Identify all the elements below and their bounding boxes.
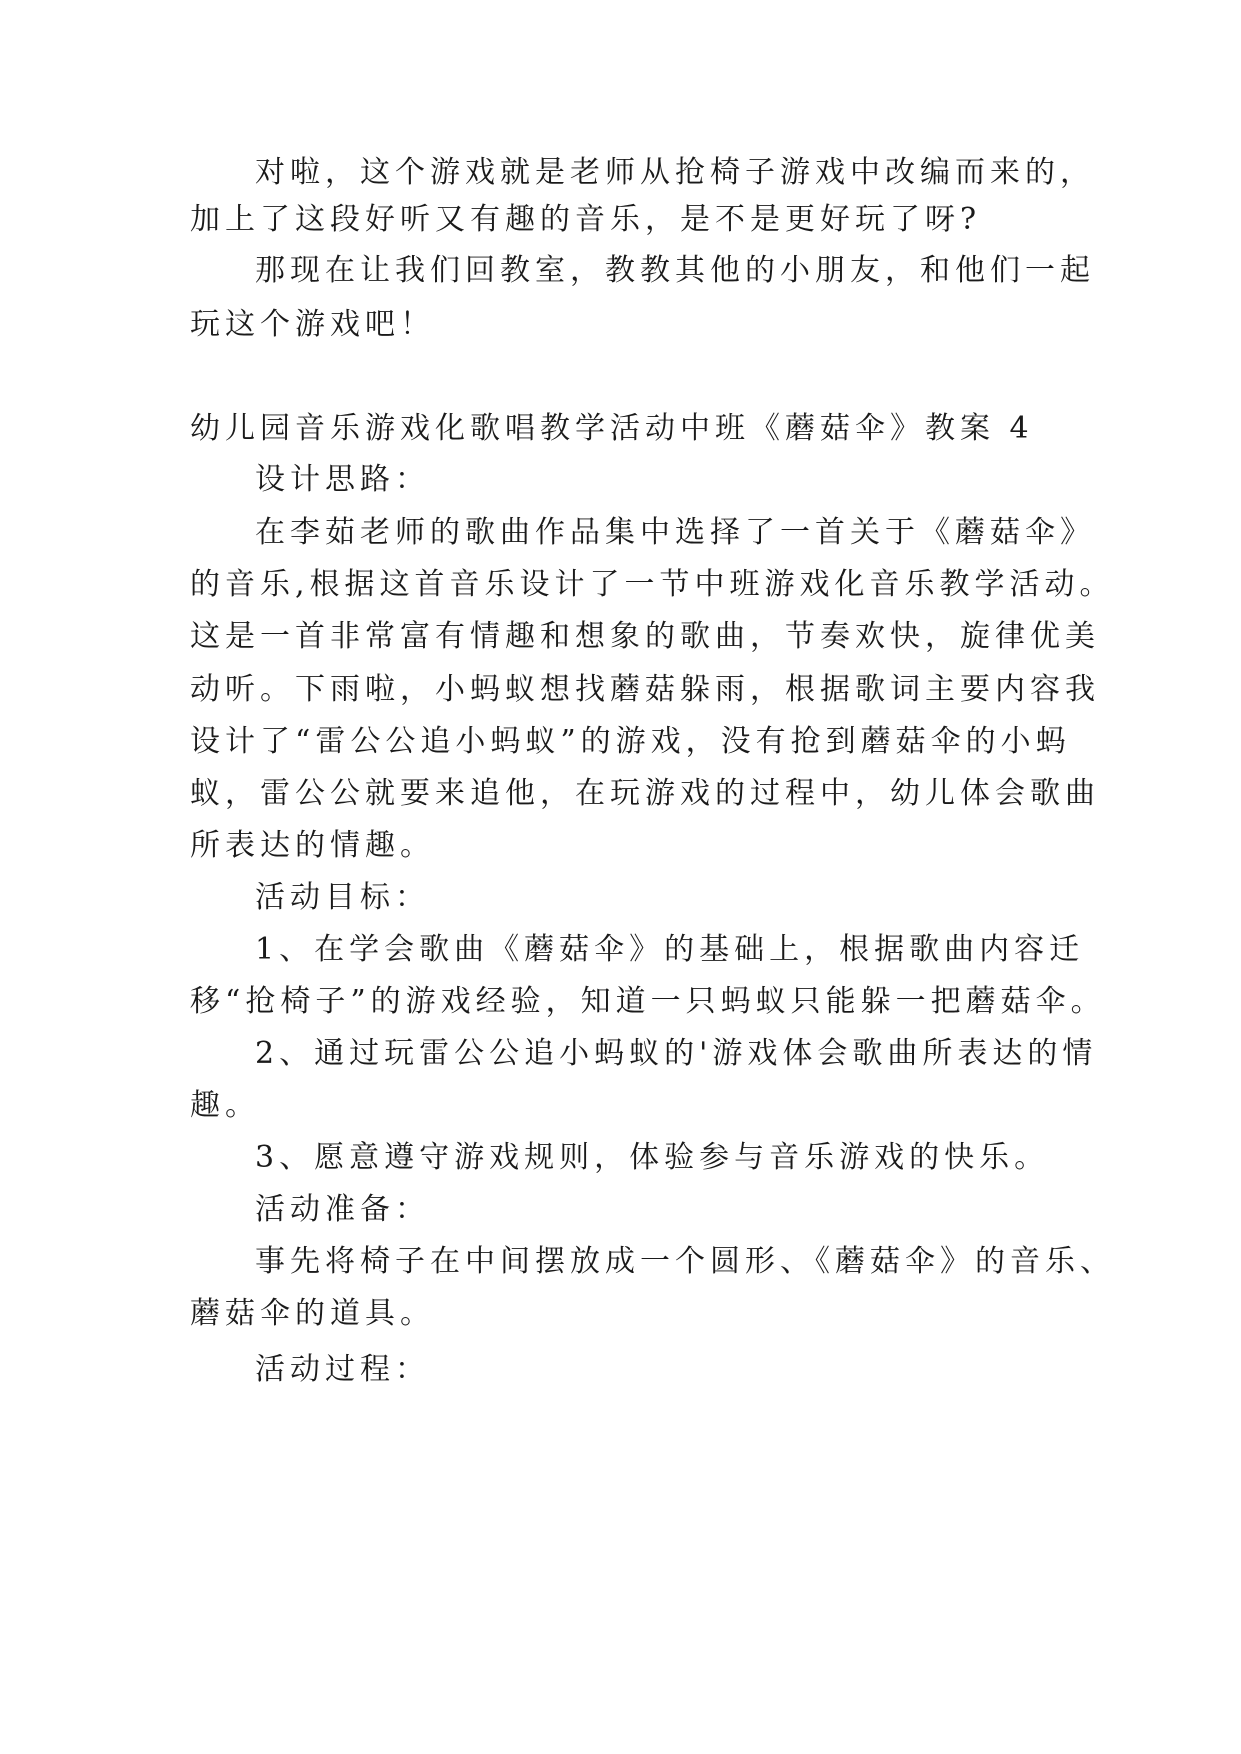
paragraph-line: 对啦，这个游戏就是老师从抢椅子游戏中改编而来的， <box>255 155 1095 190</box>
paragraph-line: 3、愿意遵守游戏规则，体验参与音乐游戏的快乐。 <box>255 1140 1050 1175</box>
paragraph-line: 这是一首非常富有情趣和想象的歌曲，节奏欢快，旋律优美 <box>190 619 1100 654</box>
section-title: 幼儿园音乐游戏化歌唱教学活动中班《蘑菇伞》教案 4 <box>190 411 1034 446</box>
paragraph-line: 那现在让我们回教室，教教其他的小朋友，和他们一起 <box>255 253 1095 288</box>
paragraph-line: 设计了“雷公公追小蚂蚁”的游戏，没有抢到蘑菇伞的小蚂 <box>190 724 1071 759</box>
paragraph-line: 移“抢椅子”的游戏经验，知道一只蚂蚁只能躲一把蘑菇伞。 <box>190 984 1106 1019</box>
section-heading: 活动目标： <box>255 880 430 915</box>
paragraph-line: 加上了这段好听又有趣的音乐，是不是更好玩了呀? <box>190 202 982 237</box>
paragraph-line: 的音乐,根据这首音乐设计了一节中班游戏化音乐教学活动。 <box>190 567 1115 602</box>
section-heading: 活动过程： <box>255 1352 430 1387</box>
paragraph-line: 蚁，雷公公就要来追他，在玩游戏的过程中，幼儿体会歌曲 <box>190 776 1100 811</box>
paragraph-line: 趣。 <box>190 1088 260 1123</box>
paragraph-line: 玩这个游戏吧！ <box>190 307 435 342</box>
paragraph-line: 1、在学会歌曲《蘑菇伞》的基础上，根据歌曲内容迁 <box>255 932 1085 967</box>
paragraph-line: 事先将椅子在中间摆放成一个圆形、《蘑菇伞》的音乐、 <box>255 1244 1115 1279</box>
paragraph-line: 动听。下雨啦，小蚂蚁想找蘑菇躲雨，根据歌词主要内容我 <box>190 672 1100 707</box>
paragraph-line: 2、通过玩雷公公追小蚂蚁的'游戏体会歌曲所表达的情 <box>255 1036 1098 1071</box>
section-heading: 设计思路： <box>255 462 430 497</box>
paragraph-line: 蘑菇伞的道具。 <box>190 1296 435 1331</box>
paragraph-line: 在李茹老师的歌曲作品集中选择了一首关于《蘑菇伞》 <box>255 515 1095 550</box>
paragraph-line: 所表达的情趣。 <box>190 828 435 863</box>
section-heading: 活动准备： <box>255 1192 430 1227</box>
